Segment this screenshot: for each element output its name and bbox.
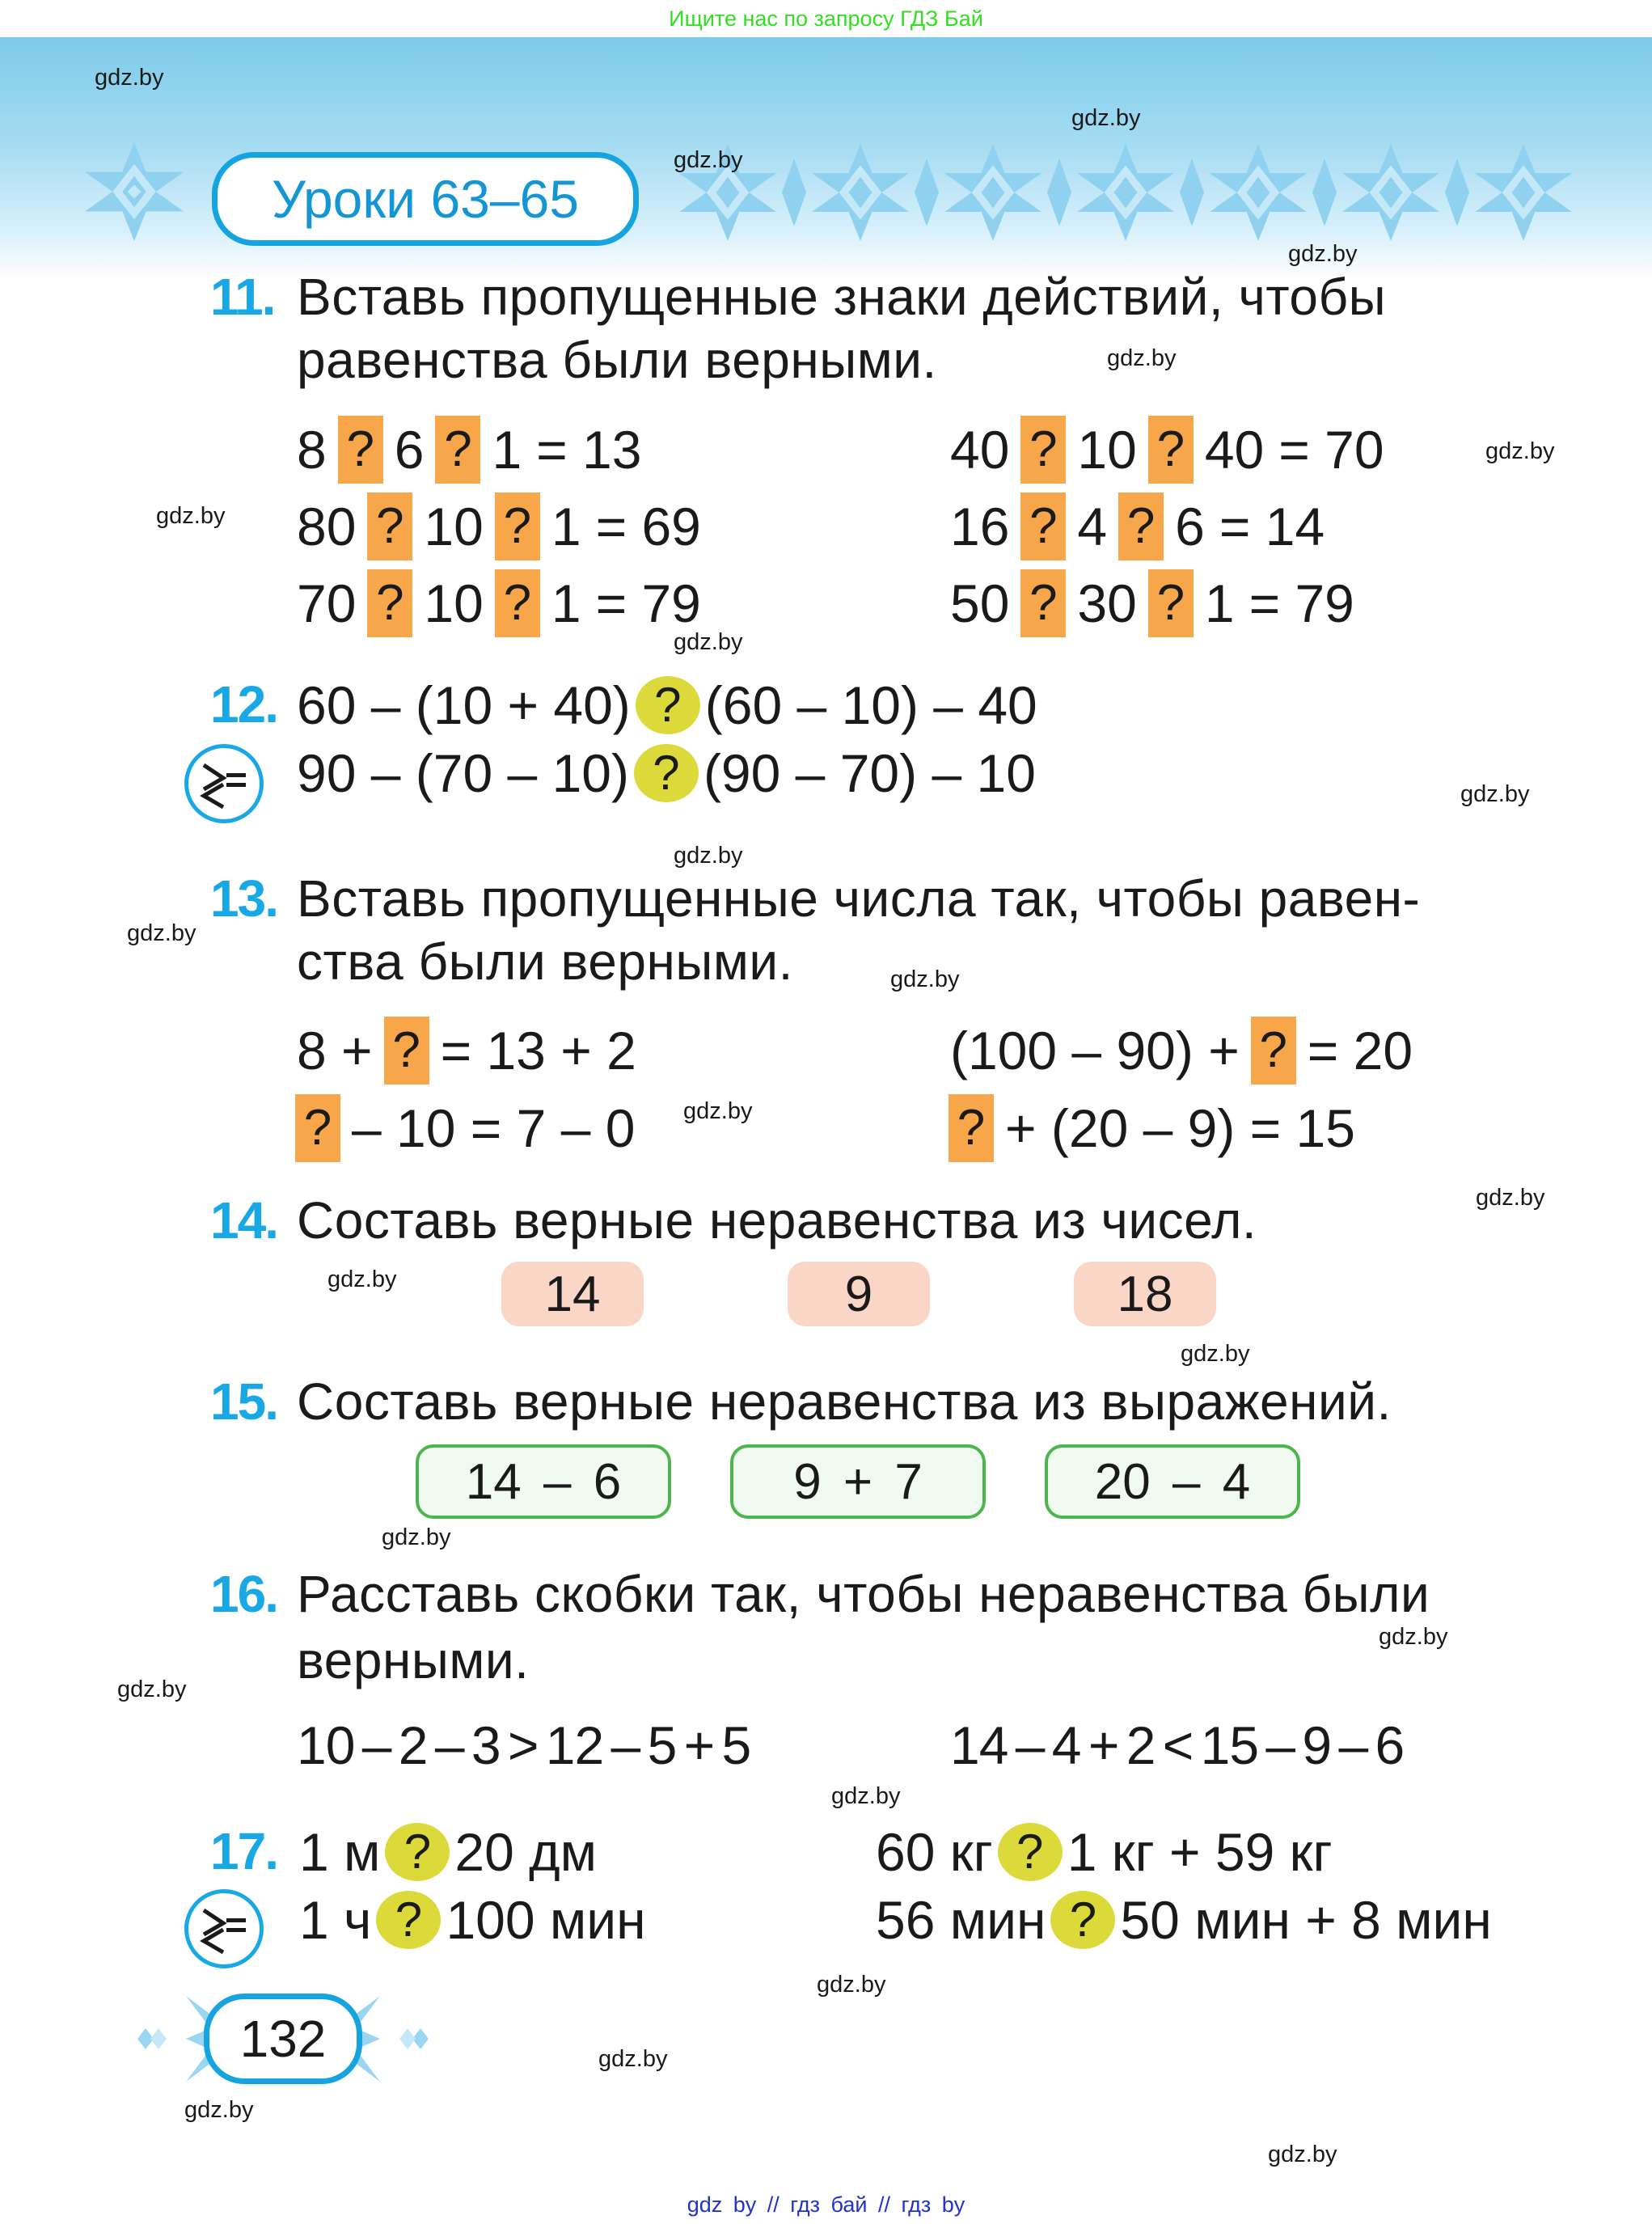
watermark: gdz.by — [674, 629, 743, 655]
equation-row: 40 ? 10 ? 40 = 70 — [950, 416, 1384, 484]
watermark: gdz.by — [1181, 1341, 1250, 1367]
number-card: 9 — [788, 1262, 930, 1326]
compare-signs-badge — [184, 1889, 264, 1968]
watermark: gdz.by — [127, 920, 196, 946]
compare-blank[interactable]: ? — [998, 1823, 1063, 1881]
exercise-number: 13. — [210, 869, 277, 928]
exercise-instruction: Вставь пропущенные знаки действий, чтобы — [297, 268, 1387, 326]
number-blank[interactable]: ? — [1251, 1017, 1296, 1085]
compare-blank[interactable]: ? — [376, 1891, 441, 1949]
exercise-number: 11. — [210, 268, 275, 326]
compare-signs-badge — [184, 744, 264, 823]
comparison-row: 1 м ? 20 дм — [299, 1822, 598, 1882]
watermark: gdz.by — [1460, 781, 1530, 807]
exercise-instruction: верными. — [297, 1631, 530, 1689]
exercise-instruction: Составь верные неравенства из выражений. — [297, 1372, 1392, 1431]
footer-links: gdz by // гдз бай // гдз by — [687, 2192, 965, 2217]
ornament-star-icon — [1077, 144, 1174, 241]
inequality-row: 10 – 2 – 3 > 12 – 5 + 5 — [297, 1715, 751, 1775]
ornament-star-icon — [1342, 144, 1439, 241]
ornament-diamond-icon — [1180, 159, 1204, 226]
watermark: gdz.by — [156, 503, 226, 529]
operator-blank[interactable]: ? — [338, 416, 383, 484]
operator-blank[interactable]: ? — [495, 493, 540, 560]
compare-blank[interactable]: ? — [636, 676, 700, 734]
equation-row: 8 ? 6 ? 1 = 13 — [297, 416, 641, 484]
lesson-title — [212, 152, 639, 246]
comparison-row: 1 ч ? 100 мин — [299, 1890, 646, 1950]
watermark: gdz.by — [1476, 1185, 1545, 1211]
equation-row: (100 – 90) + ? = 20 — [950, 1017, 1413, 1085]
exercise-number: 17. — [210, 1822, 277, 1880]
lesson-title-text: Уроки 63–65 — [272, 169, 579, 229]
watermark: gdz.by — [674, 147, 743, 173]
operator-blank[interactable]: ? — [1118, 493, 1164, 560]
ornament-border — [679, 144, 1577, 241]
exercise-instruction: Расставь скобки так, чтобы неравенства были — [297, 1565, 1430, 1623]
ornament-star-icon — [85, 142, 184, 241]
number-blank[interactable]: ? — [949, 1094, 994, 1162]
operator-blank[interactable]: ? — [495, 569, 540, 637]
watermark: gdz.by — [95, 65, 164, 91]
watermark: gdz.by — [382, 1524, 451, 1550]
number-card: 18 — [1074, 1262, 1216, 1326]
exercise-instruction: Вставь пропущенные числа так, чтобы равен- — [297, 869, 1421, 928]
ornament-star-icon — [944, 144, 1041, 241]
operator-blank[interactable]: ? — [1148, 416, 1194, 484]
ornament-diamond-icon — [1047, 159, 1071, 226]
inequality-row: 14 – 4 + 2 < 15 – 9 – 6 — [950, 1715, 1405, 1775]
compare-signs-icon — [199, 759, 249, 809]
watermark: gdz.by — [890, 966, 960, 992]
exercise-instruction: равенства были верными. — [297, 331, 937, 389]
page-number-ornament — [129, 1988, 437, 2090]
watermark: gdz.by — [117, 1676, 187, 1702]
exercise-number: 12. — [210, 675, 277, 734]
ornament-star-icon — [1210, 144, 1307, 241]
exercise-number: 15. — [210, 1372, 277, 1431]
operator-blank[interactable]: ? — [367, 493, 412, 560]
watermark: gdz.by — [598, 2046, 668, 2072]
watermark: gdz.by — [1268, 2142, 1337, 2167]
exercise-instruction: ства были верными. — [297, 932, 793, 991]
equation-row: 8 + ? = 13 + 2 — [297, 1017, 636, 1085]
watermark: gdz.by — [1107, 345, 1177, 371]
watermark: gdz.by — [1485, 438, 1555, 464]
operator-blank[interactable]: ? — [1148, 569, 1194, 637]
equation-row: 16 ? 4 ? 6 = 14 — [950, 493, 1325, 560]
watermark: gdz.by — [1071, 105, 1141, 131]
watermark: gdz.by — [1379, 1624, 1448, 1650]
watermark: gdz.by — [683, 1098, 753, 1124]
watermark: gdz.by — [184, 2097, 254, 2123]
equation-row: ? – 10 = 7 – 0 — [285, 1094, 635, 1162]
number-blank[interactable]: ? — [384, 1017, 429, 1085]
compare-blank[interactable]: ? — [634, 744, 699, 802]
ornament-star-icon — [812, 144, 909, 241]
compare-blank[interactable]: ? — [1050, 1891, 1115, 1949]
watermark: gdz.by — [327, 1266, 397, 1292]
page-number: 132 — [204, 1994, 362, 2084]
operator-blank[interactable]: ? — [1020, 493, 1066, 560]
operator-blank[interactable]: ? — [1020, 569, 1066, 637]
exercise-number: 16. — [210, 1565, 277, 1623]
comparison-row: 56 мин ? 50 мин + 8 мин — [876, 1890, 1492, 1950]
search-hint-banner: Ищите нас по запросу ГДЗ Бай — [669, 6, 983, 31]
equation-row: 80 ? 10 ? 1 = 69 — [297, 493, 701, 560]
comparison-row: 90 – (70 – 10) ? (90 – 70) – 10 — [297, 743, 1036, 803]
ornament-diamond-icon — [1312, 159, 1337, 226]
expression-card: 14 – 6 — [416, 1444, 671, 1519]
comparison-row: 60 – (10 + 40) ? (60 – 10) – 40 — [297, 675, 1037, 735]
watermark: gdz.by — [817, 1972, 886, 1998]
operator-blank[interactable]: ? — [367, 569, 412, 637]
expression-card: 20 – 4 — [1045, 1444, 1300, 1519]
comparison-row: 60 кг ? 1 кг + 59 кг — [876, 1822, 1333, 1882]
equation-row: 50 ? 30 ? 1 = 79 — [950, 569, 1354, 637]
number-card: 14 — [501, 1262, 644, 1326]
ornament-star-icon — [1475, 144, 1572, 241]
number-blank[interactable]: ? — [295, 1094, 340, 1162]
ornament-diamond-icon — [915, 159, 939, 226]
ornament-diamond-icon — [782, 159, 806, 226]
watermark: gdz.by — [1288, 241, 1358, 267]
equation-row: ? + (20 – 9) = 15 — [939, 1094, 1355, 1162]
exercise-number: 14. — [210, 1191, 277, 1249]
compare-signs-icon — [199, 1904, 249, 1954]
watermark: gdz.by — [831, 1783, 901, 1809]
exercise-instruction: Составь верные неравенства из чисел. — [297, 1191, 1257, 1249]
operator-blank[interactable]: ? — [435, 416, 480, 484]
ornament-diamond-icon — [1445, 159, 1469, 226]
watermark: gdz.by — [674, 843, 743, 869]
expression-card: 9 + 7 — [730, 1444, 986, 1519]
equation-row: 70 ? 10 ? 1 = 79 — [297, 569, 701, 637]
compare-blank[interactable]: ? — [385, 1823, 450, 1881]
operator-blank[interactable]: ? — [1020, 416, 1066, 484]
